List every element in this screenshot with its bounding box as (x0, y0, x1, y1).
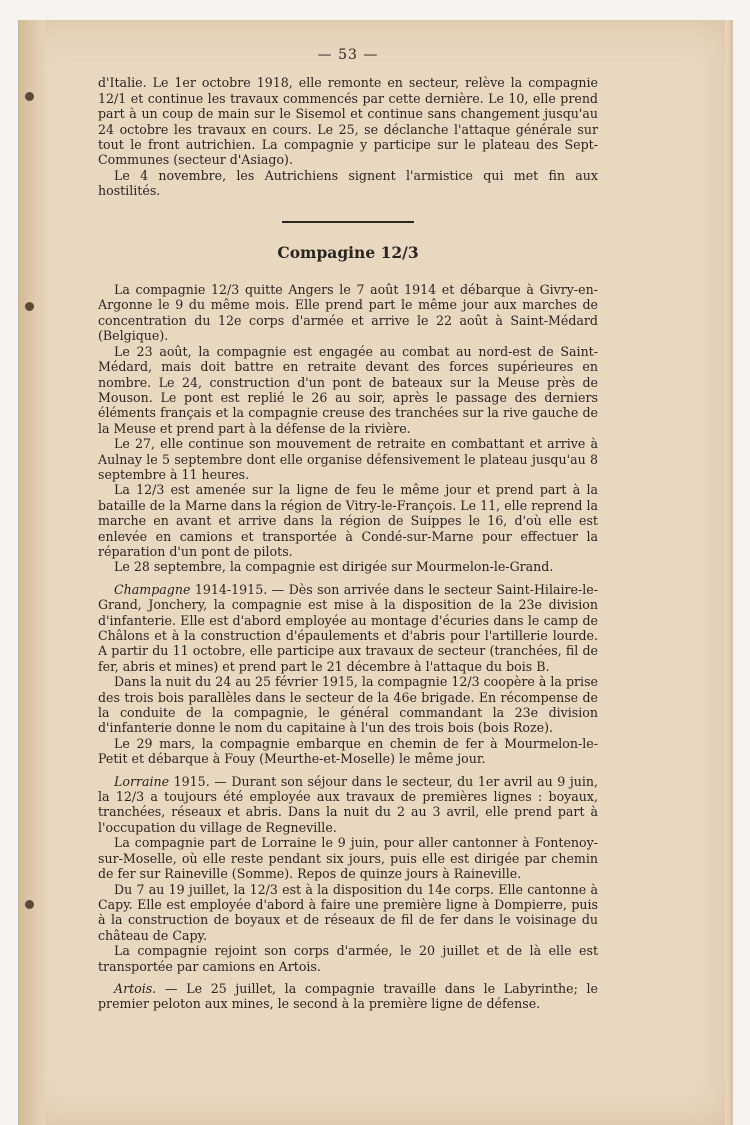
body-paragraph: Le 27, elle continue son mouvement de retraite en combattant et arrive à Aulnay le 5 septembre dont elle organise défensivement le plateau jusqu'au 8 septembre à 11 heures. (98, 436, 598, 482)
body-paragraph: Le 29 mars, la compagnie embarque en chemin de fer à Mourmelon-le-Petit et débarque à Fouy (Meurthe-et-Moselle) le même jour. (98, 735, 598, 767)
artois-paragraph (98, 981, 598, 1012)
champagne-text: 1914-1915. — Dès son arrivée dans le secteur Saint-Hilaire-le-Grand, Jonchery, la compagnie est mise à la disposition de la 23e division d'infanterie. Elle est d'abord employée au montage d'écuries dans le camp de Châlons et à la construction d'épaulements et d'abris pour l'artillerie lourde. A partir du 11 octobre, elle participe aux travaux de secteur (tranchées, fil de fer, abris et mines) et prend part le 21 décembre à l'attaque du bois B. (98, 581, 598, 674)
lorraine-paragraph (98, 774, 598, 836)
lorraine-text: 1915. — Durant son séjour dans le secteur, du 1er avril au 9 juin, la 12/3 a toujours été employée aux travaux de premières lignes : boyaux, tranchées, réseaux et abris. Dans la nuit du 2 au 3 avril, elle prend part à l'occupation du village de Regneville. (98, 773, 598, 835)
binding-hole (25, 900, 34, 909)
champagne-label: Champagne (114, 581, 191, 597)
intro-paragraph: d'Italie. Le 1er octobre 1918, elle remonte en secteur, relève la compagnie 12/1 et continue les travaux commencés par cette dernière. Le 10, elle prend part à un coup de main sur le Sisemol et continue sans changement jusqu'au 24 octobre les travaux en cours. Le 25, se déclanche l'attaque générale sur tout le front autrichien. La compagnie y participe sur le plateau des Sept-Communes (secteur d'Asiago). (98, 75, 598, 168)
body-paragraph: La compagnie rejoint son corps d'armée, le 20 juillet et de là elle est transportée par camions en Artois. (98, 943, 598, 974)
artois-label: Artois. (114, 980, 157, 996)
body-paragraph: Du 7 au 19 juillet, la 12/3 est à la disposition du 14e corps. Elle cantonne à Capy. Elle est employée d'abord à faire une première ligne à Dompierre, puis à la construction de boyaux et de réseaux de fil de fer dans le voisinage du château de Capy. (98, 881, 598, 943)
intro-paragraph: Le 4 novembre, les Autrichiens signent l'armistice qui met fin aux hostilités. (98, 167, 598, 199)
binding-hole (25, 302, 34, 311)
body-paragraph: La 12/3 est amenée sur la ligne de feu le même jour et prend part à la bataille de la Marne dans la région de Vitry-le-François. Le 11, elle reprend la marche en avant et arrive dans la région de Suippes le 16, d'où elle est enlevée en camions et transportée à Condé-sur-Marne pour effectuer la réparation d'un pont de pilots. (98, 482, 598, 559)
body-paragraph: Le 28 septembre, la compagnie est dirigée sur Mourmelon-le-Grand. (114, 559, 554, 575)
page-content (98, 48, 598, 1012)
lorraine-label: Lorraine (114, 773, 170, 789)
section-divider (282, 221, 414, 223)
body-paragraph: La compagnie 12/3 quitte Angers le 7 août 1914 et débarque à Givry-en-Argonne le 9 du même mois. Elle prend part le même jour aux marches de concentration du 12e corps d'armée et arrive le 22 août à Saint-Médard (Belgique). (98, 282, 598, 344)
body-paragraph: La compagnie part de Lorraine le 9 juin, pour aller cantonner à Fontenoy-sur-Moselle, où elle reste pendant six jours, puis elle est dirigée par chemin de fer sur Raineville (Somme). Repos de quinze jours à Raineville. (98, 835, 598, 882)
binding-hole (25, 92, 34, 101)
page-number: — 53 — (317, 47, 379, 63)
page-binding (19, 20, 45, 1125)
body-paragraph: Dans la nuit du 24 au 25 février 1915, la compagnie 12/3 coopère à la prise des trois bois parallèles dans le secteur de la 46e brigade. En récompense de la conduite de la compagnie, le général commandant la 23e division d'infanterie donne le nom du capitaine à l'un des trois bois (bois Roze). (98, 674, 598, 736)
champagne-paragraph (98, 582, 598, 674)
page-edge (725, 20, 733, 1125)
body-paragraph: Le 23 août, la compagnie est engagée au combat au nord-est de Saint-Médard, mais doit battre en retraite devant des forces supérieures en nombre. Le 24, construction d'un pont de bateaux sur la Meuse près de Mouson. Le pont est replié le 26 au soir, après le passage des derniers éléments français et la compagnie creuse des tranchées sur la rive gauche de la Meuse et prend part à la défense de la rivière. (98, 343, 598, 436)
artois-text: — Le 25 juillet, la compagnie travaille dans le Labyrinthe; le premier peloton aux mines, le second à la première ligne de défense. (98, 980, 598, 1012)
section-heading: Compagine 12/3 (277, 242, 419, 262)
